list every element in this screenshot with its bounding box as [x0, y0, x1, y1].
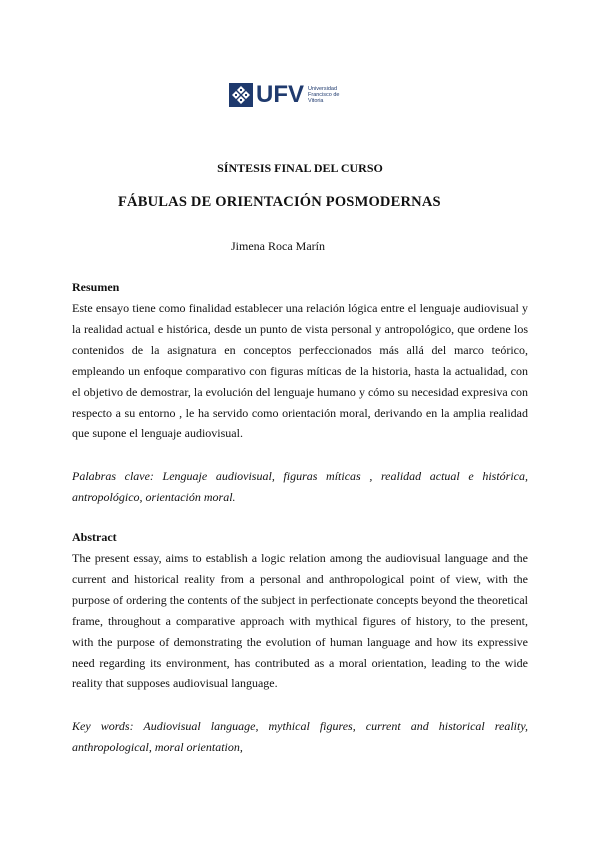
abstract-body: The present essay, aims to establish a logic relation among the audiovisual language and the current and historical reality from a personal and anthropological point of view, with the purpose of ordering the contents of the subject in perfectionate concepts beyond the theoretical frame, throughout a comparative approach with mythical figures of history, to the present, with the purpose of demonstrating the evolution of human language and how its expressive need regarding its environment, has contributed as a moral orientation, leading to the wide reality that supposes audiovisual language.: [72, 551, 528, 691]
course-subtitle: SÍNTESIS FINAL DEL CURSO: [217, 161, 383, 175]
ufv-logo: [229, 80, 340, 110]
logo-sub-line: Francisco de: [308, 92, 340, 98]
logo-subtitle: [308, 86, 340, 104]
logo-wordmark: UFV: [256, 81, 304, 108]
logo-sub-line: Universidad: [308, 86, 338, 92]
abstract-keywords: Key words: Audiovisual language, mythical figures, current and historical reality, anthropological, moral orientation,: [72, 719, 528, 754]
resumen-keywords: Palabras clave: Lenguaje audiovisual, figuras míticas , realidad actual e histórica, antropológico, orientación moral.: [72, 469, 528, 504]
abstract-heading: Abstract: [72, 530, 117, 544]
resumen-body: Este ensayo tiene como finalidad establecer una relación lógica entre el lenguaje audiovisual y la realidad actual e histórica, desde un punto de vista personal y antropológico, que ordene los contenidos de la asignatura en conceptos perfeccionados más allá del marco teórico, empleando un enfoque comparativo con figuras míticas de la historia, hasta la actualidad, con el objetivo de demostrar, la evolución del lenguaje humano y cómo su necesidad expresiva con respecto a su entorno , le ha servido como orientación moral, derivando en la amplia realidad que supone el lenguaje audiovisual.: [72, 301, 528, 441]
author-name: Jimena Roca Marín: [231, 239, 325, 253]
ufv-emblem-icon: [229, 83, 253, 107]
logo-sub-line: Vitoria: [308, 98, 324, 104]
document-title: FÁBULAS DE ORIENTACIÓN POSMODERNAS: [118, 194, 441, 210]
resumen-heading: Resumen: [72, 280, 120, 294]
